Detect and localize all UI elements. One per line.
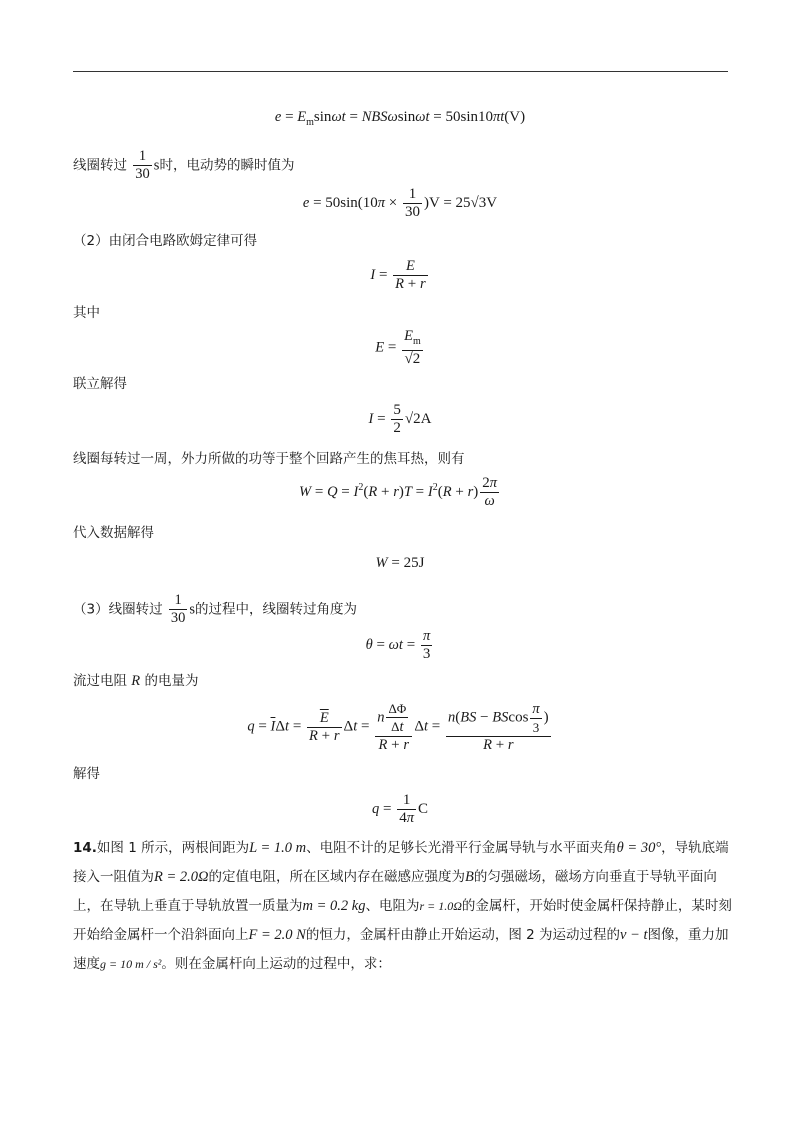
formula-angle: θ = ωt = $\frac{\pi}{3}$: [365, 628, 431, 662]
formula-effective-emf: E = $\frac{E_m}{√2}$: [375, 328, 421, 367]
formula-work-value: W = 25J: [375, 555, 425, 571]
text-line-7: （3）线圈转过 $\frac{1}{30}$ s的过程中，线圈转过角度为: [73, 592, 358, 626]
text-line-3: 其中: [73, 305, 100, 321]
text-line-8: 流过电阻 R 的电量为: [73, 673, 199, 689]
text-line-5: 线圈每转过一周，外力所做的功等于整个回路产生的焦耳热，则有: [73, 451, 465, 467]
text-line-9: 解得: [73, 766, 100, 782]
formula-emf: $e = E_m\sin\omega t = NBS\omega\sin\omega t = 50\sin 10\pi t(V)$: [274, 109, 526, 128]
header-rule: [73, 71, 728, 72]
question-14: 14.如图 1 所示，两根间距为L = 1.0 m、电阻不计的足够长光滑平行金属导轨与水平面夹角θ = 30°，导轨底端接入一阻值为R = 2.0Ω的定值电阻，所在区域内存在磁感应强度为B的匀强磁场，磁场方向垂直于导轨平面向上，在导轨上垂直于导轨放置一质量为m = 0.2 kg、电阻为r = 1.0Ω的金属杆，开始时使金属杆保持静止，某时刻开始给金属杆一个沿斜面向上F = 2.0 N的恒力，金属杆由静止开始运动，图 2 为运动过程的v − t图像，重力加速度g = 10 m / s²。则在金属杆向上运动的过程中，求：: [73, 840, 732, 972]
formula-charge: $q = \overline{I}\Delta t$ = $\frac{\overline{E}}{R + r}$ Δt = n $\frac{\Delta\Phi}{\Delta t}$ R + r Δt = n(BS − BScos $\frac{\pi}{3}$ ) R + r: [247, 701, 549, 753]
text-line-2: （2）由闭合电路欧姆定律可得: [73, 233, 258, 249]
text-line-4: 联立解得: [73, 376, 127, 392]
text-line-6: 代入数据解得: [73, 525, 154, 541]
formula-instant-emf: e = 50sin(10π × $\frac{1}{30}$ )V = 25√3V: [302, 186, 498, 220]
formula-work: $W = Q = I^2(R + r)T = I^2(R + r)$ $\frac{2\pi}{\omega}$: [299, 475, 497, 509]
formula-current: I = $\frac{E}{R + r}$: [370, 258, 426, 292]
formula-current-value: I = $\frac{5}{2}$ √2A: [368, 402, 432, 436]
text-line-1: 线圈转过 $\frac{1}{30}$ s时，电动势的瞬时值为: [73, 148, 295, 182]
formula-charge-value: q = $\frac{1}{4\pi}$ C: [372, 792, 428, 826]
